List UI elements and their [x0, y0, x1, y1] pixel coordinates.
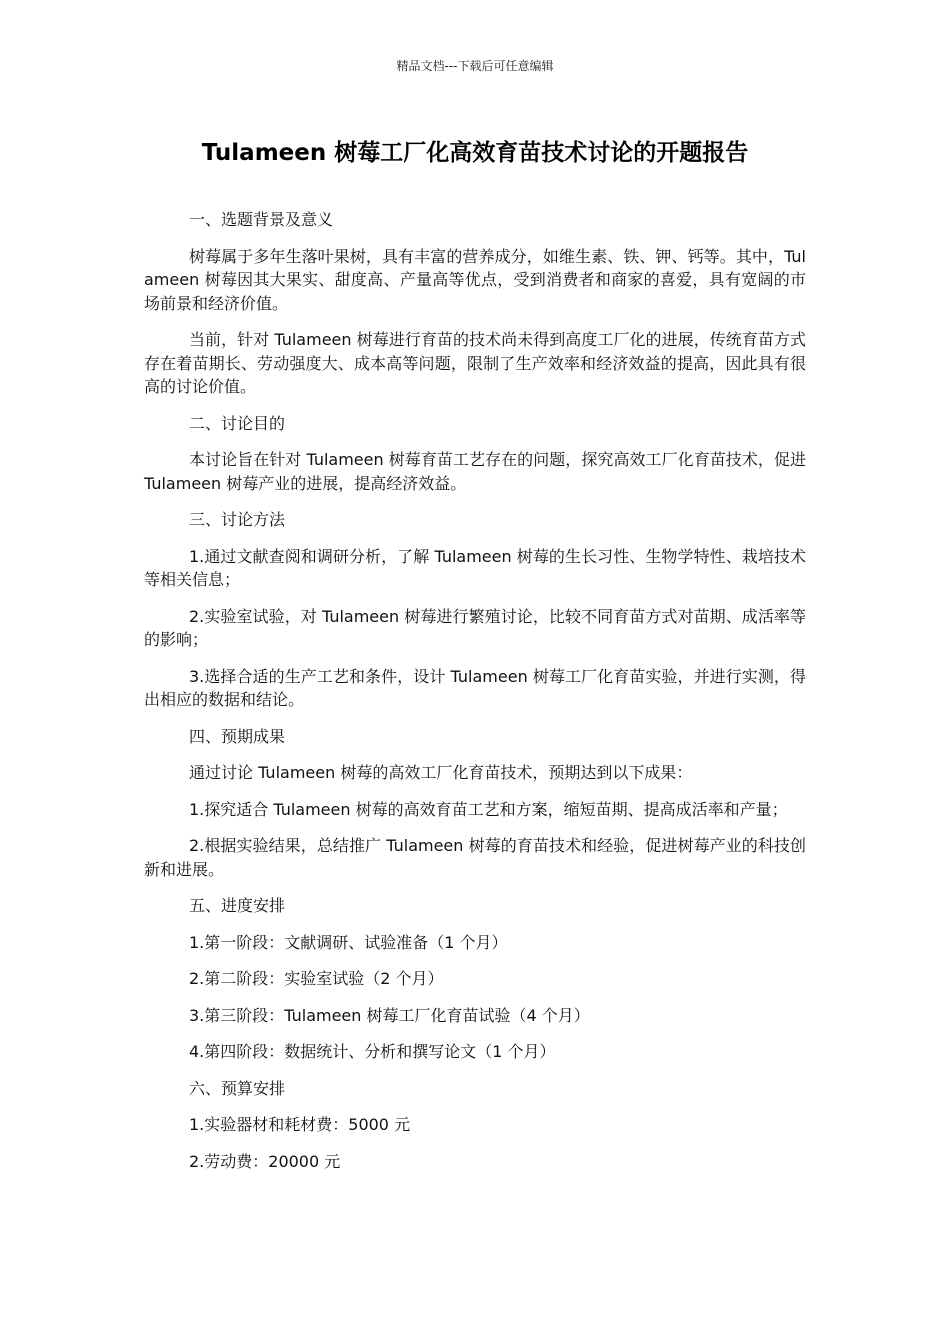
list-item: 4.第四阶段：数据统计、分析和撰写论文（1 个月） — [189, 1042, 556, 1061]
section-heading-budget: 六、预算安排 — [189, 1078, 286, 1098]
list-item: 3.选择合适的生产工艺和条件，设计 Tulameen 树莓工厂化育苗实验，并进行实测，得出相应的数据和结论。 — [144, 666, 806, 709]
paragraph: 本讨论旨在针对 Tulameen 树莓育苗工艺存在的问题，探究高效工厂化育苗技术，促进 Tulameen 树莓产业的进展，提高经济效益。 — [144, 450, 806, 493]
list-item: 3.第三阶段：Tulameen 树莓工厂化育苗试验（4 个月） — [189, 1005, 590, 1025]
section-heading-purpose: 二、讨论目的 — [189, 413, 286, 433]
list-item: 2.劳动费：20000 元 — [189, 1151, 341, 1171]
document-title: Tulameen 树莓工厂化高效育苗技术讨论的开题报告 — [201, 140, 749, 166]
section-heading-background: 一、选题背景及意义 — [189, 210, 334, 229]
section-heading-methods: 三、讨论方法 — [189, 510, 286, 529]
page-header: 精品文档---下载后可任意编辑 — [396, 59, 554, 73]
section-heading-outcomes: 四、预期成果 — [189, 726, 286, 746]
paragraph: 通过讨论 Tulameen 树莓的高效工厂化育苗技术，预期达到以下成果： — [189, 763, 693, 782]
list-item: 2.实验室试验，对 Tulameen 树莓进行繁殖讨论，比较不同育苗方式对苗期、成活率等的影响； — [144, 606, 806, 649]
document-body — [144, 208, 806, 1186]
list-item: 2.根据实验结果，总结推广 Tulameen 树莓的育苗技术和经验，促进树莓产业的科技创新和进展。 — [144, 836, 806, 879]
paragraph: 当前，针对 Tulameen 树莓进行育苗的技术尚未得到高度工厂化的进展，传统育苗方式存在着苗期长、劳动强度大、成本高等问题，限制了生产效率和经济效益的提高，因此具有很高的讨论价值。 — [144, 330, 806, 396]
list-item: 1.实验器材和耗材费：5000 元 — [189, 1115, 411, 1134]
list-item: 1.探究适合 Tulameen 树莓的高效育苗工艺和方案，缩短苗期、提高成活率和产量； — [189, 799, 788, 819]
list-item: 2.第二阶段：实验室试验（2 个月） — [189, 969, 444, 988]
section-heading-schedule: 五、进度安排 — [189, 896, 286, 915]
paragraph: 树莓属于多年生落叶果树，具有丰富的营养成分，如维生素、铁、钾、钙等。其中，Tulameen 树莓因其大果实、甜度高、产量高等优点，受到消费者和商家的喜爱，具有宽阔的市场前景和经济价值。 — [144, 246, 806, 313]
list-item: 1.通过文献查阅和调研分析，了解 Tulameen 树莓的生长习性、生物学特性、栽培技术等相关信息； — [144, 546, 806, 589]
list-item: 1.第一阶段：文献调研、试验准备（1 个月） — [189, 932, 508, 952]
